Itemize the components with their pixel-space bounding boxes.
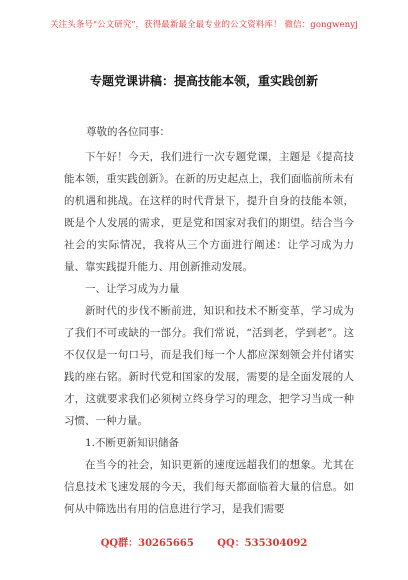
- footer-contact: [0, 534, 408, 549]
- section-heading: 一、让学习成为力量: [85, 283, 180, 295]
- paragraph-intro: 下午好！今天，我们进行一次专题党课，主题是《提高技能本领，重实践创新》。在新的历史起点上，我们面临前所未有的机遇和挑战。在这样的时代背景下，提升自身的技能本领，既是个人发展的需求，更是党和国家对我们的期望。结合当今社会的实际情况，我将从三个方面进行阐述：让学习成为力量、靠实践提升能力、用创新推动发展。: [64, 151, 354, 273]
- footer-qq: QQ：535304092: [217, 538, 308, 549]
- greeting: 尊敬的各位同事：: [86, 126, 170, 138]
- document-body: [64, 146, 354, 520]
- paragraph: 在当今的社会，知识更新的速度远超我们的想象。尤其在信息技术飞速发展的今天，我们每天都面临着大量的信息。如何从中筛选出有用的信息进行学习，是我们需要: [64, 459, 354, 515]
- top-banner: 关注头条号"公文研究"，获得最新最全最专业的公文资料库！ 微信：gongwenyj: [50, 20, 358, 30]
- paragraph: 新时代的步伐不断前进，知识和技术不断变革，学习成为了我们不可或缺的一部分。我们常说，“活到老，学到老”。这不仅仅是一句口号，而是我们每一个人都应深刻领会并付诸实践的座右铭。新时代党和国家的发展，需要的是全面发展的人才，这就要求我们必须树立终身学习的理念，把学习当成一种习惯、一种力量。: [64, 305, 354, 427]
- subsection-heading: 1.不断更新知识储备: [85, 437, 180, 449]
- footer-qq-group: QQ群：30265665: [100, 538, 194, 549]
- document-title: 专题党课讲稿：提高技能本领，重实践创新: [89, 74, 318, 88]
